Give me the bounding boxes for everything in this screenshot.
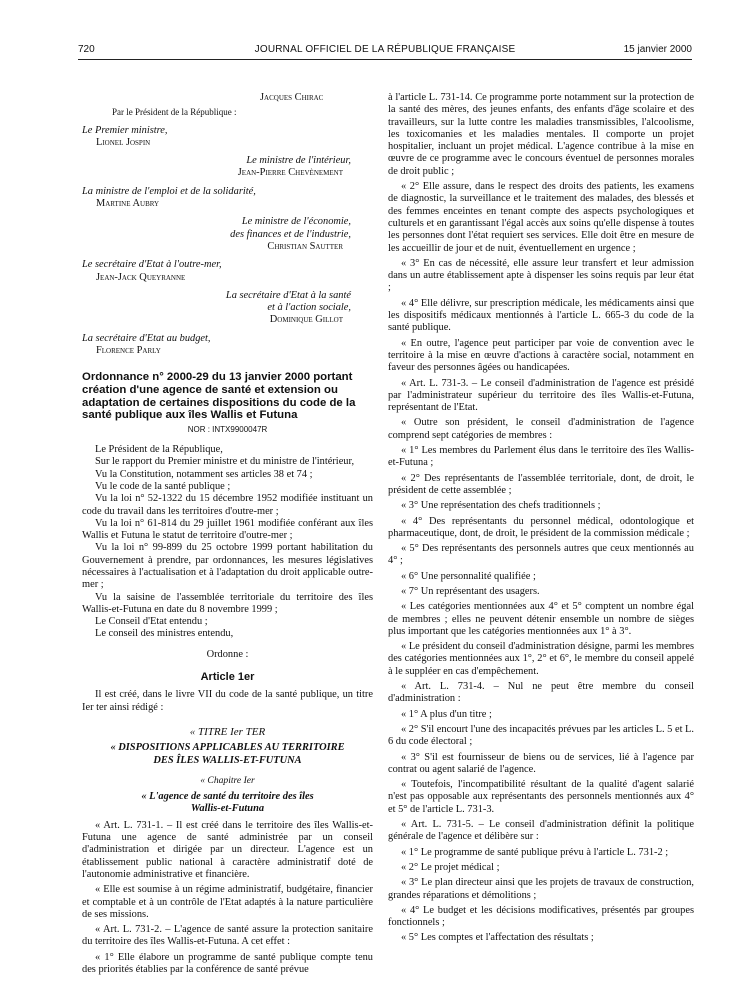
article-paragraph: « Art. L. 731-3. – Le conseil d'administration de l'agence est présidé par l'administrateur supérieur du territoire des îles Wallis-et-Futuna, représentant de l'Etat. <box>388 377 694 414</box>
article-paragraph: « 3° En cas de nécessité, elle assure leur transfert et leur admission dans un autre établissement apte à dispenser les soins requis par leur état ; <box>388 257 694 294</box>
signatory-role: La secrétaire d'Etat à la santé <box>225 289 351 301</box>
preamble-line: Vu la loi n° 52-1322 du 15 décembre 1952 modifiée instituant un code du travail dans les territoires d'outre-mer ; <box>82 493 373 517</box>
signatory-role: Le Premier ministre, <box>82 124 168 136</box>
article-paragraph: « Toutefois, l'incompatibilité résultant de la qualité d'agent salarié n'est pas opposable aux représentants des personnels mentionnés aux 4° et 5° de l'article L. 731-3. <box>388 779 694 815</box>
signatory-role: Par le Président de la République : <box>112 107 237 118</box>
article-paragraph: « Art. L. 731-1. – Il est créé dans le territoire des îles Wallis-et-Futuna une agence de santé administrée par un conseil d'administration et dirigée par un directeur. L'agence est un établissement public national à caractère administratif doté de l'autonomie administrative et financière. <box>82 819 373 880</box>
signature-entry <box>82 92 373 104</box>
nor-reference: NOR : INTX9900047R <box>187 424 268 434</box>
article-paragraph: « 2° S'il encourt l'une des incapacités prévues par les articles L. 5 et L. 6 du code électoral ; <box>388 723 694 748</box>
signature-entry <box>82 186 373 211</box>
signatory-name: Jean-Jack Queyranne <box>96 271 186 283</box>
signatory-role: et à l'action sociale, <box>267 302 351 314</box>
titre-heading: « TITRE Ier TER <box>189 725 266 738</box>
article-paragraph: « Art. L. 731-4. – Nul ne peut être membre du conseil d'administration : <box>388 681 694 705</box>
left-column <box>82 92 373 976</box>
signature-entry <box>82 155 373 180</box>
article-paragraph: « 3° S'il est fournisseur de biens ou de services, lié à l'agence par contrat ou agent salarié de l'agence. <box>388 751 694 775</box>
signature-entry <box>82 106 373 118</box>
ordonne-line: Ordonne : <box>206 648 249 660</box>
article-paragraph: « 1° Les membres du Parlement élus dans le territoire des îles Wallis-et-Futuna ; <box>388 445 694 469</box>
right-column <box>388 92 694 945</box>
article-paragraph: « 1° A plus d'un titre ; <box>401 708 492 720</box>
preamble-line: Le Conseil d'Etat entendu ; <box>95 616 208 628</box>
journal-title: JOURNAL OFFICIEL DE LA RÉPUBLIQUE FRANÇAISE <box>254 44 516 55</box>
signatory-name: Lionel Jospin <box>96 136 151 148</box>
preamble-line: Le Président de la République, <box>95 444 223 456</box>
preamble-line: Vu le code de la santé publique ; <box>95 480 231 492</box>
preamble-line: Le conseil des ministres entendu, <box>95 628 234 640</box>
signatory-name: Dominique Gillot <box>269 314 343 326</box>
page-number: 720 <box>78 44 95 55</box>
left-body <box>82 820 373 977</box>
article-paragraph: à l'article L. 731-14. Ce programme porte notamment sur la protection de la santé des mères, des jeunes enfants, des enfants d'âge scolaire et des travailleurs, sur la lutte contre les maladies transmissibles, l'alcoolisme, les toxicomanies et les maladies mentales. Il comporte un projet hospitalier, incluant un projet médical. L'agence contribue à la mise en œuvre de ce programme avec le concours éventuel de personnes morales de droit public ; <box>388 92 694 177</box>
article-paragraph: « 4° Des représentants du personnel médical, odontologique et pharmaceutique, dont, de droit, le président de la commission médicale ; <box>388 515 694 539</box>
article-paragraph: « 2° Le projet médical ; <box>401 861 500 873</box>
article-1-text: Il est créé, dans le livre VII du code de la santé publique, un titre Ier ter ainsi rédigé : <box>82 689 373 713</box>
issue-date: 15 janvier 2000 <box>623 44 692 55</box>
signatory-role: La ministre de l'emploi et de la solidarité, <box>82 185 256 197</box>
signatory-name: Christian Sautter <box>267 240 343 252</box>
article-paragraph: « 7° Un représentant des usagers. <box>401 585 540 597</box>
article-paragraph: « 4° Elle délivre, sur prescription médicale, les médicaments ainsi que les dispositifs médicaux mentionnés à l'article L. 665-3 du code de la santé publique. <box>388 297 694 334</box>
article-1-heading: Article 1er <box>200 671 255 684</box>
article-paragraph: « 4° Le budget et les décisions modificatives, présentés par groupes fonctionnels ; <box>388 904 694 929</box>
article-paragraph: « Art. L. 731-5. – Le conseil d'administration définit la politique générale de l'agence et délibère sur : <box>388 819 694 843</box>
signature-entry <box>82 259 373 284</box>
signatory-name: Jean-Pierre Chevènement <box>237 167 343 179</box>
signatory-name: Florence Parly <box>96 345 161 357</box>
article-paragraph: « Outre son président, le conseil d'administration de l'agence comprend sept catégories de membres : <box>388 417 694 441</box>
article-paragraph: « 6° Une personnalité qualifiée ; <box>401 570 536 582</box>
signatory-role: Le ministre de l'économie, <box>241 216 351 228</box>
preamble-line: Vu la saisine de l'assemblée territoriale du territoire des îles Wallis-et-Futuna en date du 8 novembre 1999 ; <box>82 591 373 615</box>
agence-heading: « L'agence de santé du territoire des îles Wallis-et-Futuna <box>141 791 314 815</box>
preamble-line: Vu la Constitution, notamment ses articles 38 et 74 ; <box>95 468 313 480</box>
article-paragraph: « Le président du conseil d'administration désigne, parmi les membres des catégories mentionnées aux 1°, 2° et 6°, le membre du conseil appelé à le suppléer en cas d'empêchement. <box>388 641 694 677</box>
article-paragraph: « 5° Les comptes et l'affectation des résultats ; <box>401 932 594 944</box>
article-paragraph: « Les catégories mentionnées aux 4° et 5° comptent un nombre égal de membres ; elles ne peuvent détenir ensemble un nombre de sièges plus important que les catégories mentionnées aux 1° à 3°. <box>388 601 694 637</box>
signature-block <box>82 92 373 357</box>
signatory-role: La secrétaire d'Etat au budget, <box>82 332 211 344</box>
signatory-name: Martine Aubry <box>96 198 160 210</box>
signatory-role: Le ministre de l'intérieur, <box>246 155 351 167</box>
article-paragraph: « 3° Une représentation des chefs traditionnels ; <box>401 500 601 512</box>
ordinance-title: Ordonnance n° 2000-29 du 13 janvier 2000 portant création d'une agence de santé et extension ou adaptation de certaines dispositions du code de la santé publique aux îles Wallis et Futuna <box>82 371 356 422</box>
signature-entry <box>82 125 373 150</box>
article-paragraph: « Elle est soumise à un régime administratif, budgétaire, financier et comptable et à un contrôle de l'Etat adaptés à la nature particulière de ses missions. <box>82 884 373 920</box>
article-paragraph: « 2° Des représentants de l'assemblée territoriale, dont, de droit, le président de cette assemblée ; <box>388 472 694 496</box>
chapitre-heading: « Chapitre Ier <box>200 774 255 786</box>
article-paragraph: « Art. L. 731-2. – L'agence de santé assure la protection sanitaire du territoire des îles Wallis-et-Futuna. A cet effet : <box>82 924 373 948</box>
article-paragraph: « 3° Le plan directeur ainsi que les projets de travaux de construction, grandes réparations et démolitions ; <box>388 877 694 901</box>
preamble <box>82 444 373 641</box>
dispositions-heading: « DISPOSITIONS APPLICABLES AU TERRITOIRE DES ÎLES WALLIS-ET-FUTUNA <box>110 742 345 766</box>
article-paragraph: « 1° Elle élabore un programme de santé publique compte tenu des priorités établies par la conférence de santé prévue <box>82 951 373 975</box>
preamble-line: Vu la loi n° 99-899 du 25 octobre 1999 portant habilitation du Gouvernement à prendre, par ordonnances, les mesures législatives nécessaires à l'actualisation et à l'adaptation du droit applicable outre-mer ; <box>82 542 373 591</box>
article-paragraph: « En outre, l'agence peut participer par voie de convention avec le territoire à la mise en œuvre d'actions à caractère social, notamment en faveur des personnes âgées ou handicapées. <box>388 337 694 374</box>
signature-entry <box>82 333 373 358</box>
article-paragraph: « 2° Elle assure, dans le respect des droits des patients, les examens de diagnostic, la surveillance et le traitement des malades, des blessés et des femmes enceintes en tenant compte des aspects psychologiques et culturels et en garantissant l'égal accès aux soins qu'elle dispense à toutes les personnes dont l'état requiert ses services. Elle doit être en mesure de les accueillir de jour et de nuit, éventuellement en urgence ; <box>388 181 694 254</box>
signatory-role: des finances et de l'industrie, <box>230 228 351 240</box>
article-paragraph: « 5° Des représentants des personnels autres que ceux mentionnés au 4° ; <box>388 543 694 567</box>
signature-entry <box>82 290 373 327</box>
header-rule <box>78 59 692 60</box>
article-paragraph: « 1° Le programme de santé publique prévu à l'article L. 731-2 ; <box>401 846 669 858</box>
signatory-role: Le secrétaire d'Etat à l'outre-mer, <box>82 259 222 271</box>
signatory-name: Jacques Chirac <box>260 92 324 103</box>
preamble-line: Sur le rapport du Premier ministre et du ministre de l'intérieur, <box>95 456 355 468</box>
preamble-line: Vu la loi n° 61-814 du 29 juillet 1961 modifiée conférant aux îles Wallis et Futuna le statut de territoire d'outre-mer ; <box>82 517 373 542</box>
signature-entry <box>82 216 373 253</box>
